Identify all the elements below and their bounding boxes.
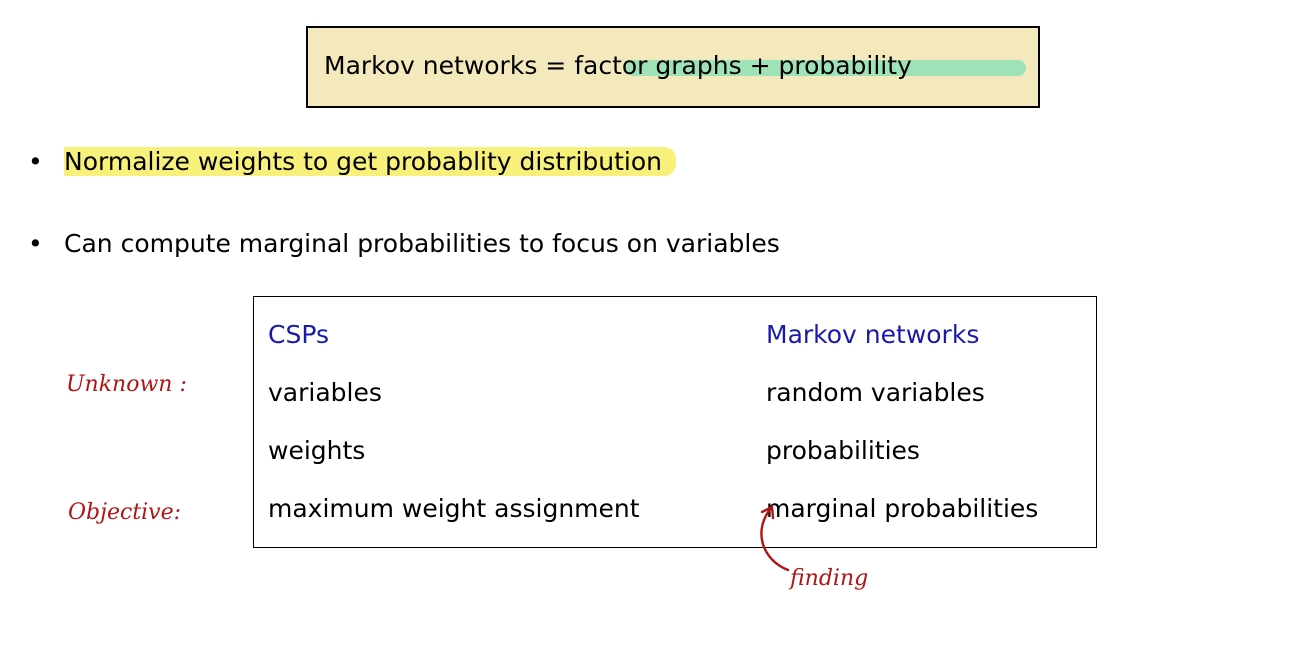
table-cell-csp-row-3: maximum weight assignment [268, 494, 640, 523]
comparison-table [253, 296, 1097, 548]
bullet-marker: • [28, 229, 43, 258]
bullet-text-normalize: Normalize weights to get probablity distribution [64, 147, 676, 176]
table-cell-markov-row-1: random variables [766, 378, 985, 407]
equation-plus: + [749, 51, 771, 80]
definition-equation [324, 51, 912, 81]
bullet-marker: • [28, 147, 43, 176]
table-cell-markov-row-2: probabilities [766, 436, 920, 465]
bullet-normalize [28, 146, 676, 178]
annotation-unknown: Unknown : [66, 372, 187, 397]
equation-term-probability: probability [778, 51, 912, 80]
equation-equals: = [545, 51, 567, 80]
table-header-csps: CSPs [268, 320, 329, 349]
table-cell-markov-row-3: marginal probabilities [766, 494, 1039, 523]
annotation-finding: finding [790, 566, 869, 591]
annotation-objective: Objective: [68, 500, 182, 525]
equation-lhs: Markov networks [324, 51, 538, 80]
table-cell-csp-row-2: weights [268, 436, 366, 465]
table-header-markov-networks: Markov networks [766, 320, 980, 349]
table-cell-csp-row-1: variables [268, 378, 382, 407]
equation-term-factor-graphs: factor graphs [574, 51, 742, 80]
bullet-text-marginals: Can compute marginal probabilities to focus on variables [64, 229, 780, 258]
definition-box [306, 26, 1040, 108]
bullet-marginals [28, 228, 780, 260]
